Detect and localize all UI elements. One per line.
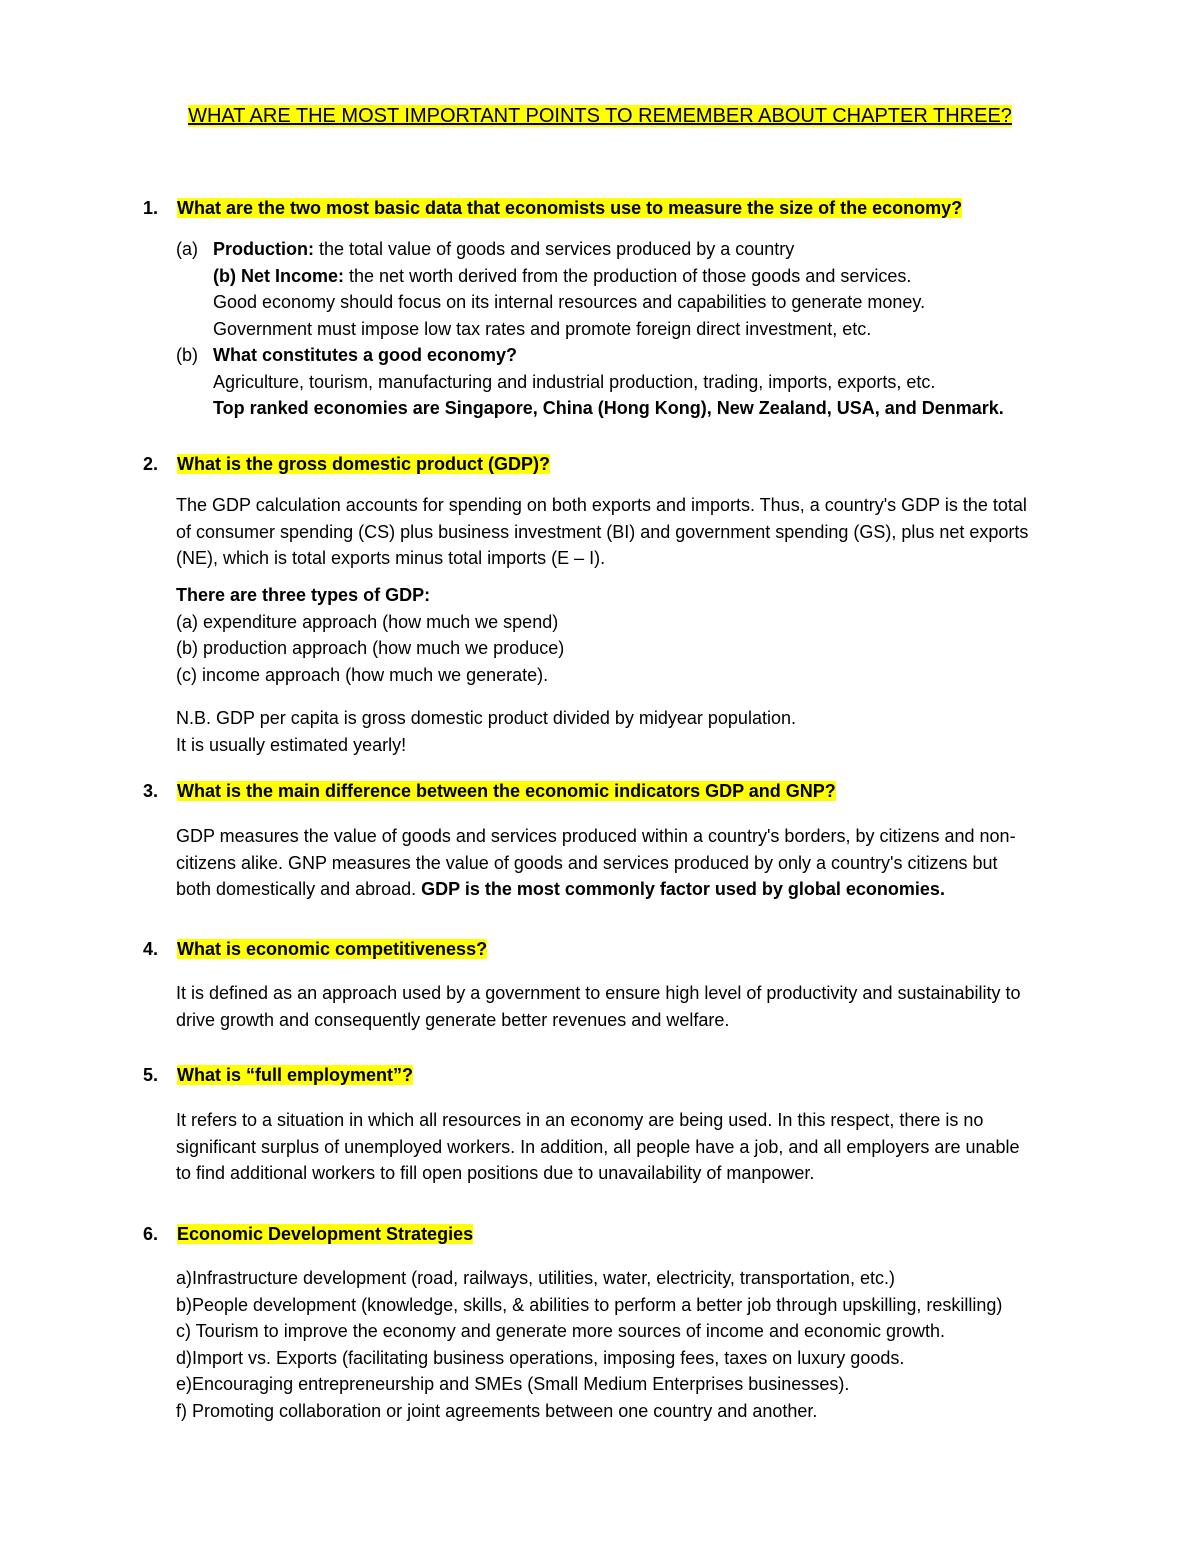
question-2-heading: 2. What is the gross domestic product (GDP)?	[143, 454, 551, 474]
question-3-answer: GDP measures the value of goods and services produced within a country's borders, by citizens and non- citizens alike. GNP measures the value of goods and services produced by only a country's citizens but both domestically and abroad. GDP is the most commonly factor used by global economies.	[176, 826, 1016, 899]
question-4-heading: 4. What is economic competitiveness?	[143, 939, 488, 959]
question-2-paragraph: The GDP calculation accounts for spending on both exports and imports. Thus, a country's GDP is the total of consumer spending (CS) plus business investment (BI) and government spending (GS), plus net exports (NE), which is total exports minus total imports (E – I).	[176, 495, 1029, 568]
gdp-types-list: There are three types of GDP: (a) expenditure approach (how much we spend) (b) production approach (how much we produce) (c) income approach (how much we generate).	[176, 585, 565, 685]
list-item: b)People development (knowledge, skills, & abilities to perform a better job through upskilling, reskilling)	[176, 1294, 1003, 1315]
question-5-answer: It refers to a situation in which all resources in an economy are being used. In this respect, there is no significant surplus of unemployed workers. In addition, all people have a job, and all employers are unable to find additional workers to fill open positions due to unavailability of manpower.	[176, 1110, 1020, 1183]
page-title-text: WHAT ARE THE MOST IMPORTANT POINTS TO REMEMBER ABOUT CHAPTER THREE?	[188, 105, 1012, 127]
list-item: f) Promoting collaboration or joint agreements between one country and another.	[176, 1400, 818, 1421]
list-item: e)Encouraging entrepreneurship and SMEs (Small Medium Enterprises businesses).	[176, 1374, 850, 1394]
question-1-answer: (a) Production: the total value of goods and services produced by a country (b) Net Income: the net worth derived from the production of those goods and services. Good economy should focus on its internal resources and capabilities to generate money. Government must impose low tax rates and promote foreign direct investment, etc. (b) What constitutes a good economy? Agriculture, tourism, manufacturing and industrial production, trading, imports, exports, etc. Top ranked economies are Singapore, China (Hong Kong), New Zealand, USA, and Denmark.	[176, 239, 1004, 418]
list-item: d)Import vs. Exports (facilitating business operations, imposing fees, taxes on luxury goods.	[176, 1347, 905, 1368]
list-item: c) Tourism to improve the economy and generate more sources of income and economic growth.	[176, 1321, 946, 1341]
list-item: a)Infrastructure development (road, railways, utilities, water, electricity, transportation, etc.)	[176, 1268, 895, 1288]
gdp-note: N.B. GDP per capita is gross domestic product divided by midyear population. It is usually estimated yearly!	[176, 708, 796, 755]
question-6-heading: 6. Economic Development Strategies	[143, 1224, 474, 1244]
question-4-answer: It is defined as an approach used by a government to ensure high level of productivity and sustainability to drive growth and consequently generate better revenues and welfare.	[176, 983, 1021, 1030]
page-title	[0, 103, 1200, 129]
question-5-heading: 5. What is “full employment”?	[143, 1065, 414, 1085]
strategies-list	[176, 1265, 1002, 1424]
question-1-heading: 1. What are the two most basic data that economists use to measure the size of the economy?	[143, 198, 963, 218]
question-3-heading: 3. What is the main difference between the economic indicators GDP and GNP?	[143, 781, 836, 801]
